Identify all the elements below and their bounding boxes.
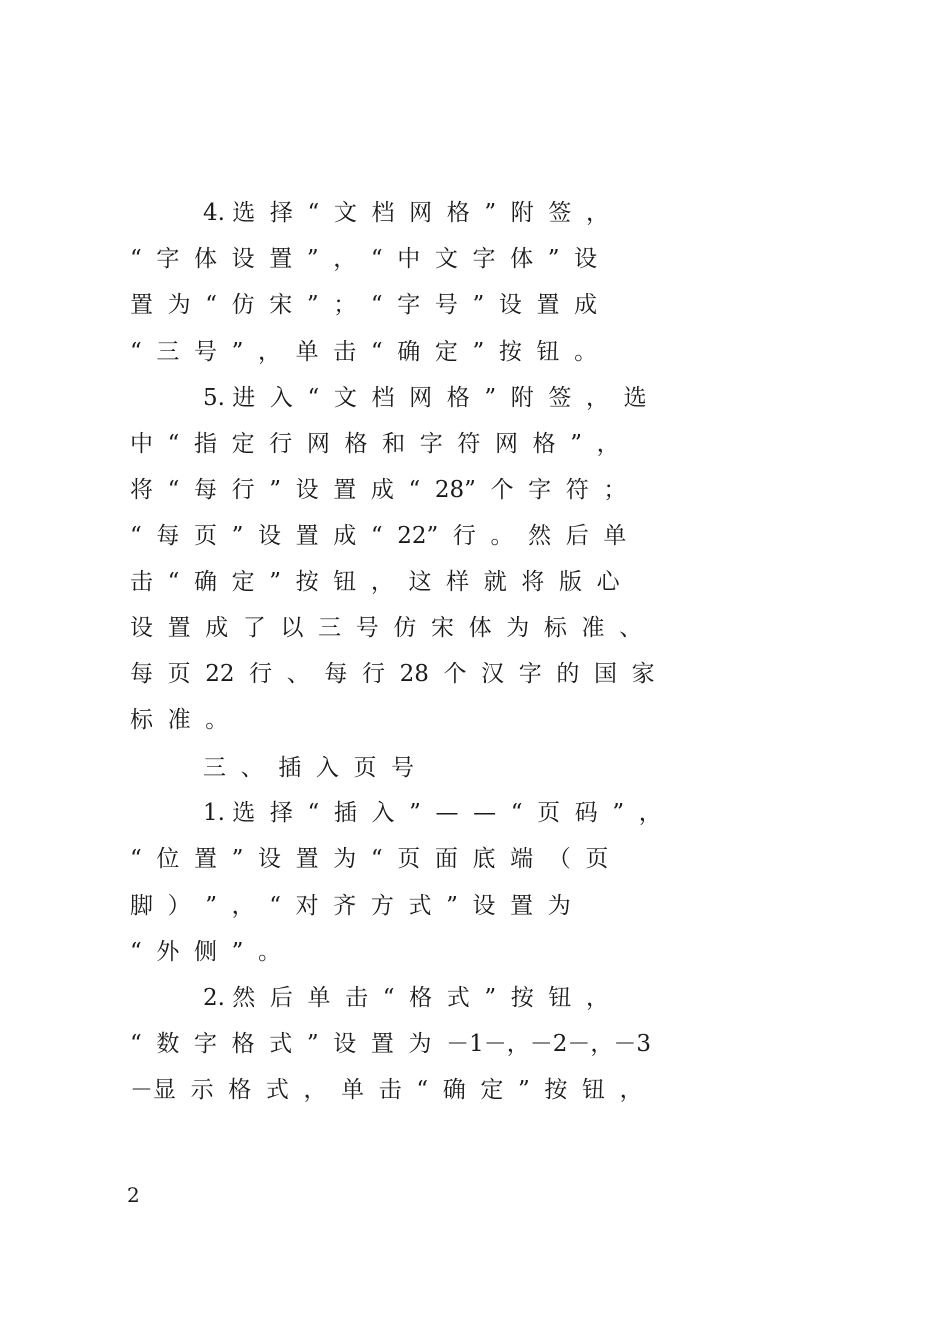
body-text-line: 将 “ 每 行 ” 设 置 成 “ 28” 个 字 符 ； [130,477,627,503]
body-text-line: 脚 ） ” ， “ 对 齐 方 式 ” 设 置 为 [130,893,571,919]
body-text-line: “ 每 页 ” 设 置 成 “ 22” 行 。 然 后 单 [130,523,627,549]
body-text-line: 4. 选 择 “ 文 档 网 格 ” 附 签 ， [203,200,609,226]
body-text-line: 置 为 “ 仿 宋 ” ； “ 字 号 ” 设 置 成 [130,292,598,318]
body-text-line: “ 位 置 ” 设 置 为 “ 页 面 底 端 （ 页 [130,846,609,872]
section-heading: 三 、 插 入 页 号 [203,755,415,781]
body-text-line: “ 数 字 格 式 ” 设 置 为 －1－，－2－，－3 [130,1031,652,1057]
body-text-line: 设 置 成 了 以 三 号 仿 宋 体 为 标 准 、 [130,615,643,641]
body-text-line: 1. 选 择 “ 插 入 ” — — “ 页 码 ” ， [203,800,662,826]
body-text-line: 2. 然 后 单 击 “ 格 式 ” 按 钮 ， [203,985,609,1011]
body-text-line: “ 三 号 ” ， 单 击 “ 确 定 ” 按 钮 。 [130,339,598,365]
body-text-line: －显 示 格 式 ， 单 击 “ 确 定 ” 按 钮 ， [130,1077,643,1103]
body-text-line: “ 字 体 设 置 ” ， “ 中 文 字 体 ” 设 [130,246,598,272]
body-text-line: 中 “ 指 定 行 网 格 和 字 符 网 格 ” ， [130,431,620,457]
body-text-line: 每 页 22 行 、 每 行 28 个 汉 字 的 国 家 [130,661,655,687]
page-number: 2 [127,1183,140,1207]
body-text-line: “ 外 侧 ” 。 [130,939,282,965]
body-text-line: 标 准 。 [130,707,229,733]
body-text-line: 5. 进 入 “ 文 档 网 格 ” 附 签 ， 选 [203,385,647,411]
body-text-line: 击 “ 确 定 ” 按 钮 ， 这 样 就 将 版 心 [130,569,620,595]
